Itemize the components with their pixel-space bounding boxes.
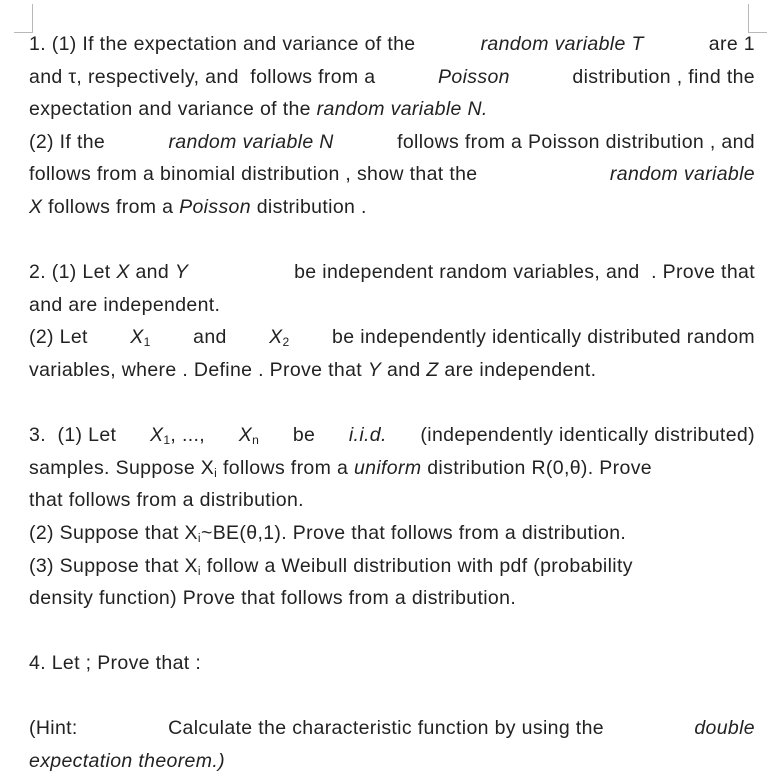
hint-line-1: (Hint: Calculate the characteristic function by using the double [29, 717, 755, 740]
question-4 [29, 647, 755, 680]
q4-line-1: 4. Let ; Prove that : [29, 652, 202, 675]
q3-line-6: density function) Prove that follows from a distribution. [29, 587, 517, 610]
q2-line-1: 2. (1) Let X and Y be independent random variables, and . Prove that [29, 261, 755, 284]
question-1 [29, 28, 755, 224]
question-2 [29, 256, 755, 386]
q1-line-4: (2) If the random variable N follows from a Poisson distribution , and [29, 130, 755, 153]
document-body [29, 28, 755, 778]
q3-line-5: (3) Suppose that $X_i$ follow a Weibull distribution with pdf (probability [29, 554, 633, 578]
q3-line-3: that follows from a distribution. [29, 489, 304, 512]
q3-line-4: (2) Suppose that $X_i\sim BE(\theta,1)$. Prove that follows from a distribution. [29, 521, 627, 545]
q1-line-5: follows from a binomial distribution , show that the random variable [29, 163, 755, 186]
paragraph-gap [29, 224, 755, 257]
q3-line-1: 3. (1) Let $X_1$, ..., $X_n$ be i.i.d. (independently identically distributed) [29, 424, 755, 448]
hint-line-2: expectation theorem.) [29, 750, 225, 773]
q1-line-6: X follows from a Poisson distribution . [29, 195, 367, 218]
q1-line-3: expectation and variance of the random variable N. [29, 98, 488, 121]
q3-line-2: samples. Suppose $X_i$ follows from a uniform distribution R(0,θ). Prove [29, 456, 652, 480]
paragraph-gap [29, 615, 755, 648]
paragraph-gap [29, 680, 755, 713]
question-3 [29, 419, 755, 615]
q2-line-2: and are independent. [29, 293, 221, 316]
q1-line-2: and τ, respectively, and follows from a Poisson distribution , find the [29, 65, 755, 88]
q1-line-1: 1. (1) If the expectation and variance of the random variable T are 1 [29, 33, 755, 55]
paragraph-gap [29, 387, 755, 420]
q2-line-3: (2) Let $X_1$ and $X_2$ be independently identically distributed random [29, 326, 755, 350]
q2-line-4: variables, where . Define . Prove that Y and Z are independent. [29, 358, 597, 381]
hint [29, 712, 755, 777]
